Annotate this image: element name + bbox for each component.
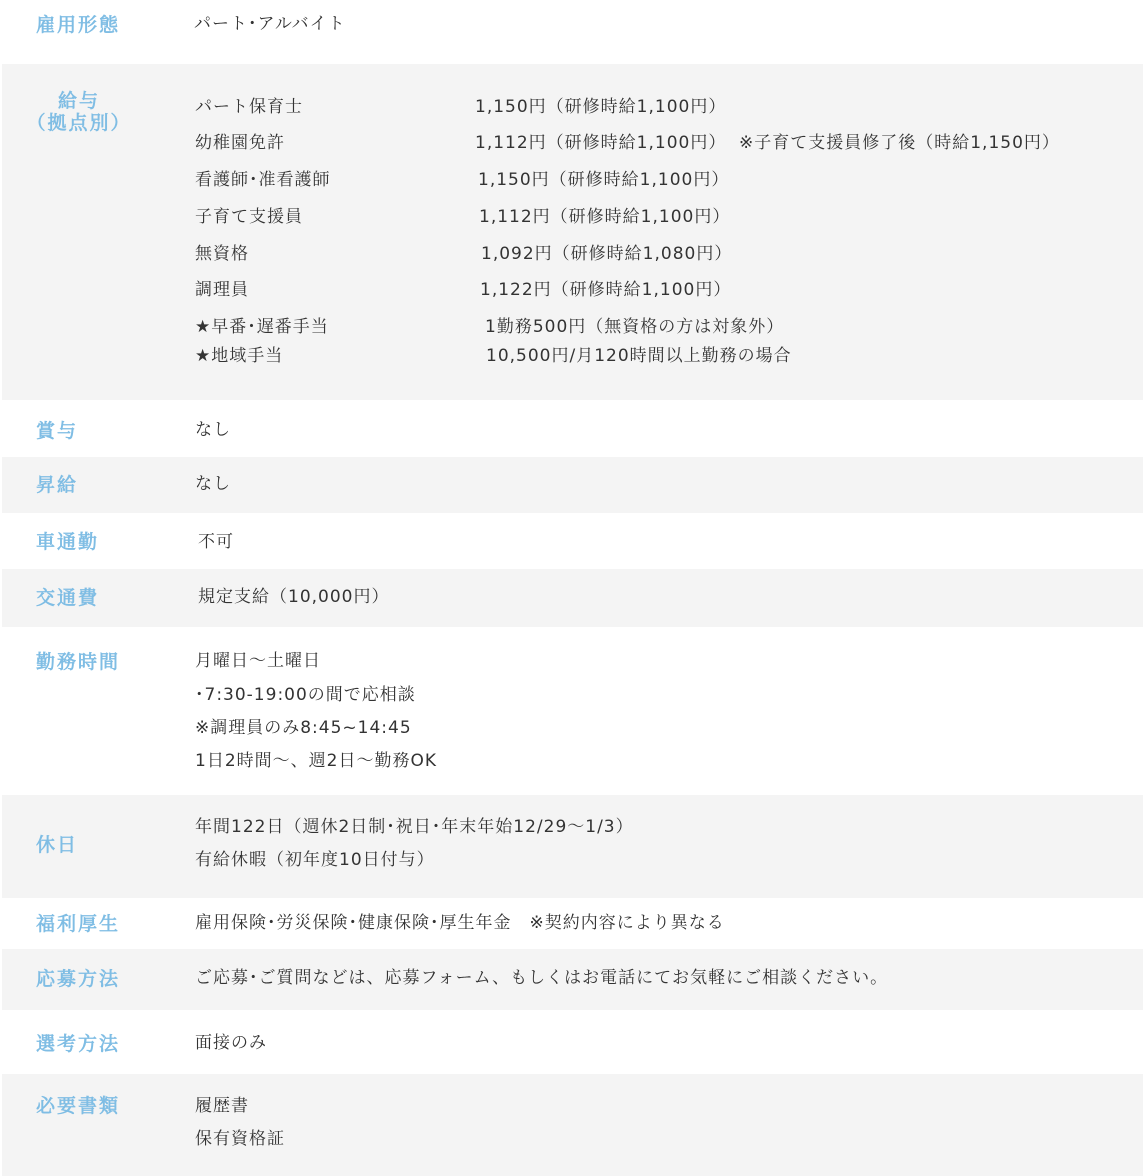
transport-value: 規定支給（10,000円） bbox=[198, 587, 390, 607]
row-holidays bbox=[2, 795, 1143, 898]
documents-line: 履歴書 bbox=[195, 1096, 249, 1116]
work-hours-line: 1日2時間〜、週2日〜勤務OK bbox=[195, 751, 437, 771]
salary-allowance-amount: 10,500円/月120時間以上勤務の場合 bbox=[486, 346, 792, 366]
row-benefits bbox=[2, 898, 1143, 949]
row-salary bbox=[2, 64, 1143, 400]
salary-allowance: ★早番･遅番手当 bbox=[195, 317, 329, 337]
apply-value: ご応募･ご質問などは、応募フォーム、もしくはお電話にてお気軽にご相談ください。 bbox=[195, 968, 889, 988]
selection-label: 選考方法 bbox=[36, 1033, 121, 1055]
salary-role: 看護師･准看護師 bbox=[195, 170, 331, 190]
selection-value: 面接のみ bbox=[195, 1033, 267, 1053]
raise-label: 昇給 bbox=[36, 474, 79, 496]
salary-role: 調理員 bbox=[195, 280, 249, 300]
salary-amount: 1,122円（研修時給1,100円） bbox=[480, 280, 732, 300]
row-bonus bbox=[2, 400, 1143, 457]
salary-amount: 1,112円（研修時給1,100円） bbox=[475, 133, 727, 153]
car-commute-label: 車通勤 bbox=[36, 531, 100, 553]
salary-amount: 1,092円（研修時給1,080円） bbox=[481, 244, 733, 264]
work-hours-label: 勤務時間 bbox=[36, 651, 121, 673]
car-commute-value: 不可 bbox=[198, 532, 234, 552]
salary-role: 子育て支援員 bbox=[195, 207, 303, 227]
row-selection bbox=[2, 1010, 1143, 1074]
holidays-line: 有給休暇（初年度10日付与） bbox=[195, 850, 435, 870]
work-hours-line: ※調理員のみ8:45~14:45 bbox=[195, 718, 412, 738]
row-work-hours bbox=[2, 627, 1143, 795]
benefits-label: 福利厚生 bbox=[36, 913, 121, 935]
salary-role: パート保育士 bbox=[195, 97, 303, 117]
salary-amount: 1,150円（研修時給1,100円） bbox=[478, 170, 730, 190]
work-hours-line: 月曜日〜土曜日 bbox=[195, 651, 321, 671]
raise-value: なし bbox=[195, 474, 231, 494]
documents-line: 保有資格証 bbox=[195, 1129, 285, 1149]
salary-label: 給与 bbox=[57, 90, 100, 112]
row-transport bbox=[2, 569, 1143, 627]
salary-role: 無資格 bbox=[195, 244, 249, 264]
salary-role: 幼稚園免許 bbox=[195, 133, 285, 153]
salary-allowance: ★地域手当 bbox=[195, 346, 284, 366]
employment-type-label: 雇用形態 bbox=[36, 14, 121, 36]
salary-amount: 1,150円（研修時給1,100円） bbox=[475, 97, 727, 117]
row-employment-type bbox=[2, 0, 1143, 64]
salary-label-sub: （拠点別） bbox=[26, 112, 132, 134]
documents-label: 必要書類 bbox=[36, 1095, 121, 1117]
holidays-line: 年間122日（週休2日制･祝日･年末年始12/29〜1/3） bbox=[195, 817, 634, 837]
benefits-value: 雇用保険･労災保険･健康保険･厚生年金 ※契約内容により異なる bbox=[195, 913, 725, 933]
row-apply bbox=[2, 949, 1143, 1010]
row-documents bbox=[2, 1074, 1143, 1176]
holidays-label: 休日 bbox=[36, 834, 79, 856]
apply-label: 応募方法 bbox=[36, 968, 121, 990]
employment-type-value: パート･アルバイト bbox=[194, 14, 346, 34]
salary-allowance-amount: 1勤務500円（無資格の方は対象外） bbox=[485, 317, 785, 337]
row-raise bbox=[2, 457, 1143, 513]
bonus-label: 賞与 bbox=[36, 420, 79, 442]
work-hours-line: ･7:30-19:00の間で応相談 bbox=[195, 685, 416, 705]
bonus-value: なし bbox=[195, 420, 231, 440]
row-car-commute bbox=[2, 513, 1143, 569]
transport-label: 交通費 bbox=[36, 587, 100, 609]
salary-amount: 1,112円（研修時給1,100円） bbox=[479, 207, 731, 227]
salary-note: ※子育て支援員修了後（時給1,150円） bbox=[739, 133, 1060, 153]
